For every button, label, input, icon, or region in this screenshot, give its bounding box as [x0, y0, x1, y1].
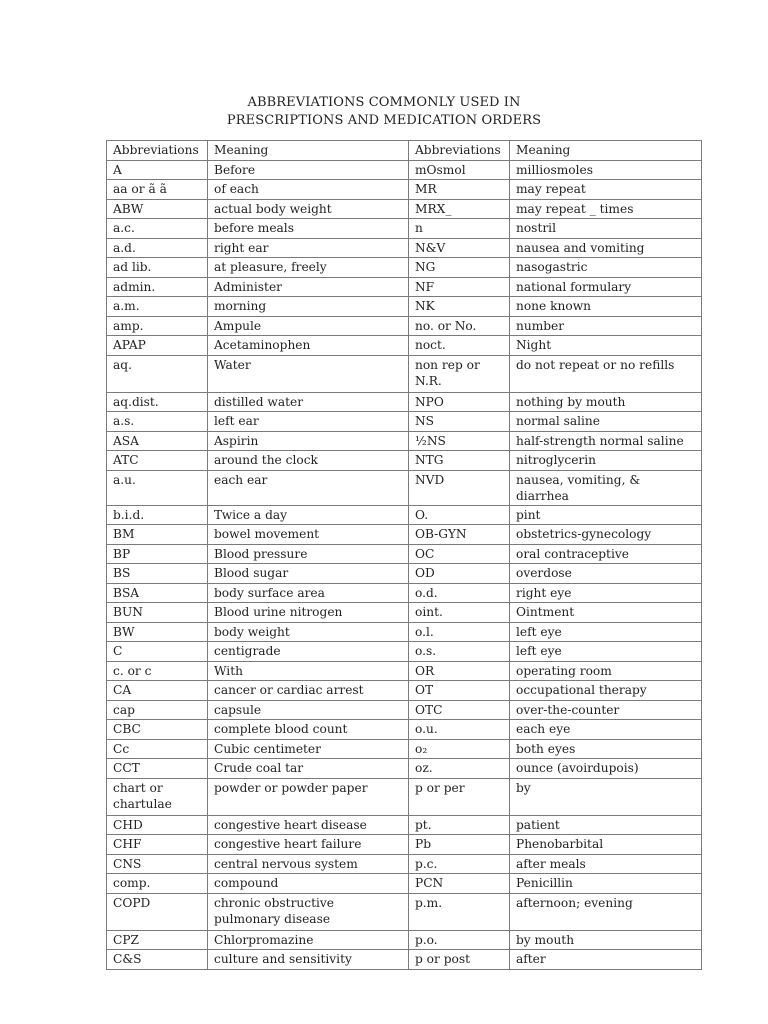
meaning-cell: Acetaminophen — [208, 336, 409, 356]
abbreviation-cell: b.i.d. — [107, 505, 208, 525]
table-row — [107, 199, 702, 219]
abbreviation-cell: C&S — [107, 950, 208, 970]
table-row — [107, 392, 702, 412]
abbreviation-cell: NG — [409, 258, 510, 278]
abbreviation-cell: NTG — [409, 451, 510, 471]
abbreviation-cell: non rep or N.R. — [409, 355, 510, 392]
meaning-cell: Blood sugar — [208, 564, 409, 584]
abbreviation-cell: CHD — [107, 815, 208, 835]
abbreviation-cell: pt. — [409, 815, 510, 835]
table-row — [107, 661, 702, 681]
meaning-cell: complete blood count — [208, 720, 409, 740]
table-row — [107, 470, 702, 505]
abbreviation-cell: c. or c — [107, 661, 208, 681]
meaning-cell: Night — [510, 336, 702, 356]
abbreviation-cell: p.m. — [409, 893, 510, 930]
table-row — [107, 355, 702, 392]
meaning-cell: oral contraceptive — [510, 544, 702, 564]
abbreviation-cell: NVD — [409, 470, 510, 505]
table-row — [107, 451, 702, 471]
table-row — [107, 700, 702, 720]
abbreviation-cell: CNS — [107, 854, 208, 874]
meaning-cell: cancer or cardiac arrest — [208, 681, 409, 701]
abbreviation-cell: N&V — [409, 238, 510, 258]
meaning-cell: number — [510, 316, 702, 336]
page-title — [0, 94, 768, 130]
meaning-cell: patient — [510, 815, 702, 835]
meaning-cell: may repeat _ times — [510, 199, 702, 219]
abbreviation-cell: ASA — [107, 431, 208, 451]
table-row — [107, 893, 702, 930]
abbreviation-cell: a.d. — [107, 238, 208, 258]
table-row — [107, 544, 702, 564]
abbreviation-cell: BM — [107, 525, 208, 545]
abbreviation-cell: APAP — [107, 336, 208, 356]
meaning-cell: ounce (avoirdupois) — [510, 759, 702, 779]
abbreviation-cell: BP — [107, 544, 208, 564]
abbreviation-cell: OR — [409, 661, 510, 681]
meaning-cell: actual body weight — [208, 199, 409, 219]
meaning-cell: over-the-counter — [510, 700, 702, 720]
table-row — [107, 950, 702, 970]
table-row — [107, 238, 702, 258]
meaning-cell: do not repeat or no refills — [510, 355, 702, 392]
meaning-cell: left eye — [510, 622, 702, 642]
meaning-cell: nothing by mouth — [510, 392, 702, 412]
meaning-cell: congestive heart disease — [208, 815, 409, 835]
abbreviation-cell: MR — [409, 180, 510, 200]
meaning-cell: nasogastric — [510, 258, 702, 278]
meaning-cell: morning — [208, 297, 409, 317]
abbreviation-cell: a.c. — [107, 219, 208, 239]
meaning-cell: occupational therapy — [510, 681, 702, 701]
meaning-cell: before meals — [208, 219, 409, 239]
table-header-row — [107, 141, 702, 161]
table-body — [107, 160, 702, 969]
meaning-cell: body surface area — [208, 583, 409, 603]
abbreviation-cell: p or post — [409, 950, 510, 970]
table-row — [107, 930, 702, 950]
header-abbreviations-1: Abbreviations — [107, 141, 208, 161]
meaning-cell: Blood urine nitrogen — [208, 603, 409, 623]
meaning-cell: centigrade — [208, 642, 409, 662]
table-row — [107, 874, 702, 894]
meaning-cell: both eyes — [510, 739, 702, 759]
meaning-cell: after meals — [510, 854, 702, 874]
abbreviation-cell: CPZ — [107, 930, 208, 950]
meaning-cell: right eye — [510, 583, 702, 603]
table-row — [107, 642, 702, 662]
abbreviation-cell: mOsmol — [409, 160, 510, 180]
meaning-cell: each ear — [208, 470, 409, 505]
abbreviation-cell: admin. — [107, 277, 208, 297]
meaning-cell: congestive heart failure — [208, 835, 409, 855]
abbreviation-cell: BW — [107, 622, 208, 642]
abbreviation-cell: aa or ã ã — [107, 180, 208, 200]
meaning-cell: afternoon; evening — [510, 893, 702, 930]
table-row — [107, 622, 702, 642]
meaning-cell: national formulary — [510, 277, 702, 297]
abbreviation-cell: BUN — [107, 603, 208, 623]
meaning-cell: Blood pressure — [208, 544, 409, 564]
meaning-cell: each eye — [510, 720, 702, 740]
abbreviation-cell: p.c. — [409, 854, 510, 874]
abbreviation-cell: BS — [107, 564, 208, 584]
abbreviation-cell: CCT — [107, 759, 208, 779]
table-row — [107, 412, 702, 432]
table-row — [107, 854, 702, 874]
meaning-cell: Cubic centimeter — [208, 739, 409, 759]
meaning-cell: Ointment — [510, 603, 702, 623]
meaning-cell: Phenobarbital — [510, 835, 702, 855]
header-meaning-2: Meaning — [510, 141, 702, 161]
meaning-cell: by mouth — [510, 930, 702, 950]
table-row — [107, 815, 702, 835]
meaning-cell: of each — [208, 180, 409, 200]
abbreviation-cell: ABW — [107, 199, 208, 219]
abbreviation-cell: aq. — [107, 355, 208, 392]
meaning-cell: nausea, vomiting, & diarrhea — [510, 470, 702, 505]
abbreviation-cell: o.l. — [409, 622, 510, 642]
table-row — [107, 219, 702, 239]
abbreviation-cell: CBC — [107, 720, 208, 740]
meaning-cell: bowel movement — [208, 525, 409, 545]
meaning-cell: operating room — [510, 661, 702, 681]
abbreviation-cell: OB-GYN — [409, 525, 510, 545]
meaning-cell: Water — [208, 355, 409, 392]
meaning-cell: central nervous system — [208, 854, 409, 874]
meaning-cell: Aspirin — [208, 431, 409, 451]
abbreviations-table — [106, 140, 702, 970]
meaning-cell: Administer — [208, 277, 409, 297]
abbreviation-cell: NS — [409, 412, 510, 432]
abbreviation-cell: ATC — [107, 451, 208, 471]
abbreviation-cell: a.s. — [107, 412, 208, 432]
meaning-cell: milliosmoles — [510, 160, 702, 180]
table-row — [107, 778, 702, 815]
meaning-cell: nausea and vomiting — [510, 238, 702, 258]
table-row — [107, 180, 702, 200]
meaning-cell: compound — [208, 874, 409, 894]
meaning-cell: Twice a day — [208, 505, 409, 525]
abbreviation-cell: Cc — [107, 739, 208, 759]
abbreviation-cell: oz. — [409, 759, 510, 779]
meaning-cell: pint — [510, 505, 702, 525]
table-row — [107, 835, 702, 855]
table-row — [107, 505, 702, 525]
meaning-cell: powder or powder paper — [208, 778, 409, 815]
meaning-cell: nitroglycerin — [510, 451, 702, 471]
abbreviation-cell: o.u. — [409, 720, 510, 740]
table-row — [107, 603, 702, 623]
abbreviation-cell: NK — [409, 297, 510, 317]
meaning-cell: body weight — [208, 622, 409, 642]
abbreviation-cell: PCN — [409, 874, 510, 894]
abbreviation-cell: oint. — [409, 603, 510, 623]
meaning-cell: distilled water — [208, 392, 409, 412]
abbreviation-cell: COPD — [107, 893, 208, 930]
abbreviation-cell: o₂ — [409, 739, 510, 759]
meaning-cell: capsule — [208, 700, 409, 720]
abbreviation-cell: OD — [409, 564, 510, 584]
abbreviation-cell: o.d. — [409, 583, 510, 603]
abbreviation-cell: p.o. — [409, 930, 510, 950]
abbreviation-cell: cap — [107, 700, 208, 720]
meaning-cell: overdose — [510, 564, 702, 584]
abbreviation-cell: noct. — [409, 336, 510, 356]
abbreviation-cell: n — [409, 219, 510, 239]
meaning-cell: culture and sensitivity — [208, 950, 409, 970]
meaning-cell: after — [510, 950, 702, 970]
abbreviation-cell: p or per — [409, 778, 510, 815]
meaning-cell: Ampule — [208, 316, 409, 336]
meaning-cell: left eye — [510, 642, 702, 662]
meaning-cell: Before — [208, 160, 409, 180]
abbreviation-cell: BSA — [107, 583, 208, 603]
meaning-cell: Penicillin — [510, 874, 702, 894]
meaning-cell: obstetrics-gynecology — [510, 525, 702, 545]
abbreviation-cell: OTC — [409, 700, 510, 720]
meaning-cell: Chlorpromazine — [208, 930, 409, 950]
meaning-cell: at pleasure, freely — [208, 258, 409, 278]
table-row — [107, 681, 702, 701]
table-row — [107, 258, 702, 278]
abbreviation-cell: amp. — [107, 316, 208, 336]
table-row — [107, 297, 702, 317]
abbreviation-cell: NPO — [409, 392, 510, 412]
meaning-cell: by — [510, 778, 702, 815]
meaning-cell: right ear — [208, 238, 409, 258]
header-abbreviations-2: Abbreviations — [409, 141, 510, 161]
abbreviation-cell: C — [107, 642, 208, 662]
table-row — [107, 564, 702, 584]
title-line-1: ABBREVIATIONS COMMONLY USED IN — [247, 95, 521, 110]
meaning-cell: Crude coal tar — [208, 759, 409, 779]
table-row — [107, 720, 702, 740]
abbreviation-cell: OC — [409, 544, 510, 564]
abbreviation-cell: a.m. — [107, 297, 208, 317]
title-line-2: PRESCRIPTIONS AND MEDICATION ORDERS — [226, 113, 542, 128]
abbreviation-cell: A — [107, 160, 208, 180]
table-row — [107, 336, 702, 356]
abbreviation-cell: Pb — [409, 835, 510, 855]
meaning-cell: chronic obstructive pulmonary disease — [208, 893, 409, 930]
abbreviation-cell: O. — [409, 505, 510, 525]
meaning-cell: With — [208, 661, 409, 681]
table-row — [107, 431, 702, 451]
abbreviation-cell: comp. — [107, 874, 208, 894]
abbreviation-cell: o.s. — [409, 642, 510, 662]
abbreviation-cell: OT — [409, 681, 510, 701]
abbreviation-cell: NF — [409, 277, 510, 297]
table-row — [107, 759, 702, 779]
meaning-cell: none known — [510, 297, 702, 317]
header-meaning-1: Meaning — [208, 141, 409, 161]
table-row — [107, 277, 702, 297]
abbreviation-cell: aq.dist. — [107, 392, 208, 412]
abbreviation-cell: CHF — [107, 835, 208, 855]
meaning-cell: left ear — [208, 412, 409, 432]
meaning-cell: nostril — [510, 219, 702, 239]
meaning-cell: half-strength normal saline — [510, 431, 702, 451]
abbreviation-cell: ½NS — [409, 431, 510, 451]
abbreviation-cell: no. or No. — [409, 316, 510, 336]
table-row — [107, 525, 702, 545]
meaning-cell: may repeat — [510, 180, 702, 200]
table-row — [107, 160, 702, 180]
abbreviation-cell: ad lib. — [107, 258, 208, 278]
table-row — [107, 316, 702, 336]
abbreviation-cell: MRX_ — [409, 199, 510, 219]
abbreviation-cell: CA — [107, 681, 208, 701]
abbreviation-cell: a.u. — [107, 470, 208, 505]
table-row — [107, 583, 702, 603]
meaning-cell: normal saline — [510, 412, 702, 432]
table-row — [107, 739, 702, 759]
meaning-cell: around the clock — [208, 451, 409, 471]
abbreviation-cell: chart or chartulae — [107, 778, 208, 815]
